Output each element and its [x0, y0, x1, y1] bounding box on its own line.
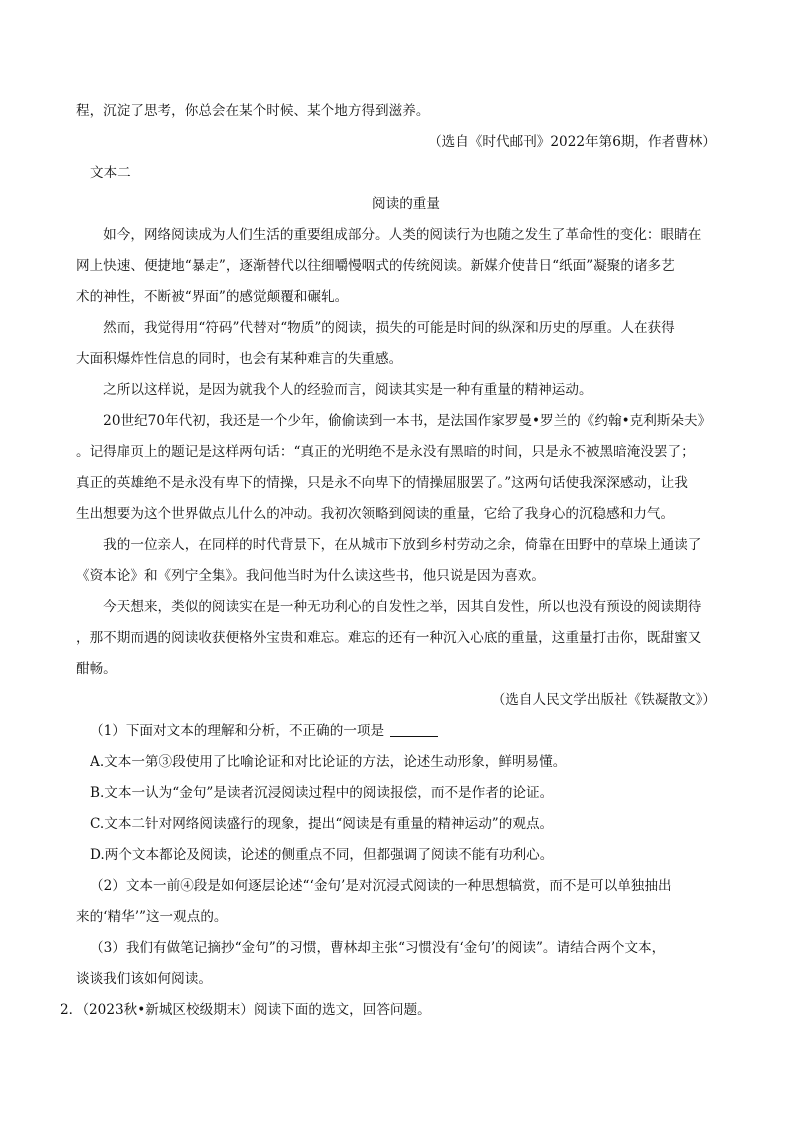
paragraph-line: 大面积爆炸性信息的同时，也会有某种难言的失重感。 [76, 351, 403, 367]
question-2-line: （2）文本一前④段是如何逐层论述“‘金句’是对沉浸式阅读的一种思想犒赏，而不是可以单独抽出 [90, 878, 672, 894]
paragraph-line: 酣畅。 [76, 661, 117, 677]
option-d: D.两个文本都论及阅读，论述的侧重点不同，但都强调了阅读不能有功利心。 [90, 847, 554, 863]
option-c: C.文本二针对网络阅读盛行的现象，提出“阅读是有重量的精神运动”的观点。 [90, 816, 554, 832]
paragraph-line: 今天想来，类似的阅读实在是一种无功利心的自发性之举，因其自发性，所以也没有预设的阅读期待 [76, 599, 702, 615]
question-1-stem: （1）下面对文本的理解和分析，不正确的一项是 [90, 723, 385, 739]
paragraph-line: 然而，我觉得用“符码”代替对“物质”的阅读，损失的可能是时间的纵深和历史的厚重。人在获得 [76, 320, 675, 336]
paragraph-line: 20世纪70年代初，我还是一个少年，偷偷读到一本书，是法国作家罗曼•罗兰的《约翰•克利斯朵夫》 [76, 413, 712, 429]
paragraph-line: 之所以这样说，是因为就我个人的经验而言，阅读其实是一种有重量的精神运动。 [76, 382, 593, 398]
paragraph-line: 我的一位亲人，在同样的时代背景下，在从城市下放到乡村劳动之余，倚靠在田野中的草垛上通读了 [76, 537, 702, 553]
paragraph-line: 。记得扉页上的题记是这样两句话：“真正的光明绝不是永没有黑暗的时间，只是永不被黑暗淹没罢了； [76, 444, 695, 460]
question-3-line: （3）我们有做笔记摘抄“金句”的习惯，曹林却主张“习惯没有‘金句’的阅读”。请结合两个文本， [90, 940, 666, 956]
question-1 [90, 721, 750, 741]
paragraph-line: 术的神性，不断被“界面”的感觉颠覆和碾轧。 [76, 289, 349, 305]
text2-source: （选自人民文学出版社《铁凝散文》） [491, 692, 716, 708]
paragraph-line: 如今，网络阅读成为人们生活的重要组成部分。人类的阅读行为也随之发生了革命性的变化：眼睛在 [76, 227, 702, 243]
paragraph-line: 《资本论》和《列宁全集》。我问他当时为什么读这些书，他只说是因为喜欢。 [76, 568, 545, 584]
text1-tail: 程，沉淀了思考，你总会在某个时候、某个地方得到滋养。 [76, 103, 430, 119]
paragraph-line: 生出想要为这个世界做点儿什么的冲动。我初次领略到阅读的重量，它给了我身心的沉稳感和力气。 [76, 506, 675, 522]
option-a: A.文本一第③段使用了比喻论证和对比论证的方法，论述生动形象，鲜明易懂。 [90, 754, 567, 770]
text2-title: 阅读的重量 [372, 196, 440, 212]
question-2-line: 来的‘精华’”这一观点的。 [76, 909, 228, 925]
text2-label: 文本二 [90, 165, 131, 181]
text1-source: （选自《时代邮刊》2022年第6期，作者曹林） [428, 134, 716, 150]
answer-blank[interactable] [390, 722, 438, 737]
option-b: B.文本一认为“金句”是读者沉浸阅读过程中的阅读报偿，而不是作者的论证。 [90, 785, 554, 801]
question-3-line: 谈谈我们该如何阅读。 [76, 971, 212, 987]
paragraph-line: 网上快速、便捷地“暴走”，逐渐替代以往细嚼慢咽式的传统阅读。新媒介使昔日“纸面”凝聚的诸多艺 [76, 258, 675, 274]
paragraph-line: ，那不期而遇的阅读收获便格外宝贵和难忘。难忘的还有一种沉入心底的重量，这重量打击你，既甜蜜又 [76, 630, 702, 646]
next-question: 2．（2023秋•新城区校级期末）阅读下面的选文，回答问题。 [60, 1002, 431, 1018]
paragraph-line: 真正的英雄绝不是永没有卑下的情操，只是永不向卑下的情操屈服罢了。”这两句话使我深深感动，让我 [76, 475, 688, 491]
